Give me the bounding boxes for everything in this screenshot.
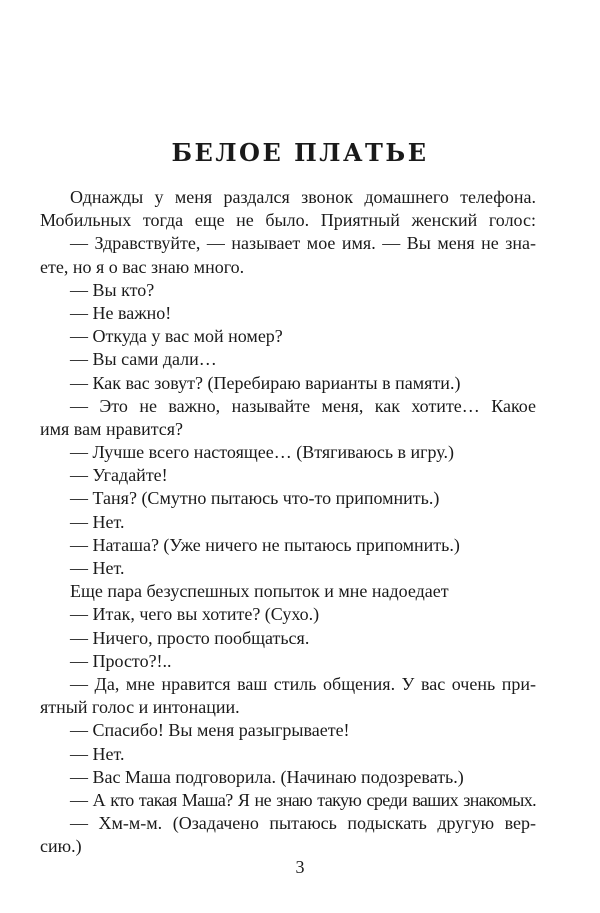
chapter-body <box>40 186 536 858</box>
text-line: — Вы сами дали… <box>70 349 217 370</box>
text-line: сию.) <box>40 836 82 857</box>
text-line: — Итак, чего вы хотите? (Сухо.) <box>70 604 320 625</box>
text-line: — А кто такая Маша? Я не знаю такую среди ваших знакомых. <box>70 789 536 810</box>
text-line: Однажды у меня раздался звонок домашнего телефона. <box>70 187 536 207</box>
page-number: 3 <box>295 857 305 877</box>
text-line: — Просто?!.. <box>70 650 172 671</box>
text-line: — Нет. <box>70 743 125 764</box>
chapter-title: БЕЛОЕ ПЛАТЬЕ <box>171 138 429 167</box>
text-line: — Наташа? (Уже ничего не пытаюсь припомнить.) <box>70 534 460 555</box>
text-line: имя вам нравится? <box>40 418 184 439</box>
text-line: — Да, мне нравится ваш стиль общения. У вас очень при- <box>70 673 536 694</box>
text-line: — Вас Маша подговорила. (Начинаю подозревать.) <box>70 766 464 787</box>
text-line: Еще пара безуспешных попыток и мне надоедает <box>70 581 449 602</box>
text-line: — Это не важно, называйте меня, как хотите… Какое <box>70 395 536 416</box>
text-line: Мобильных тогда еще не было. Приятный женский голос: <box>40 210 536 231</box>
text-line: — Ничего, просто пообщаться. <box>70 627 310 648</box>
text-line: — Нет. <box>70 558 125 578</box>
text-line: — Лучше всего настоящее… (Втягиваюсь в игру.) <box>70 442 454 463</box>
text-line: — Откуда у вас мой номер? <box>70 326 283 347</box>
text-line: — Хм-м-м. (Озадачено пытаюсь подыскать другую вер- <box>70 813 536 834</box>
text-line: — Спасибо! Вы меня разыгрываете! <box>70 720 350 741</box>
text-line: — Не важно! <box>70 302 172 323</box>
text-line: — Таня? (Смутно пытаюсь что-то припомнить.) <box>70 488 440 509</box>
text-line: ете, но я о вас знаю много. <box>40 256 245 277</box>
text-line: — Нет. <box>70 511 125 532</box>
text-line: — Угадайте! <box>70 465 168 486</box>
text-line: — Как вас зовут? (Перебираю варианты в памяти.) <box>70 372 461 393</box>
text-line: — Вы кто? <box>70 279 155 300</box>
text-line: ятный голос и интонации. <box>40 697 240 718</box>
text-line: — Здравствуйте, — называет мое имя. — Вы меня не зна- <box>70 233 536 254</box>
